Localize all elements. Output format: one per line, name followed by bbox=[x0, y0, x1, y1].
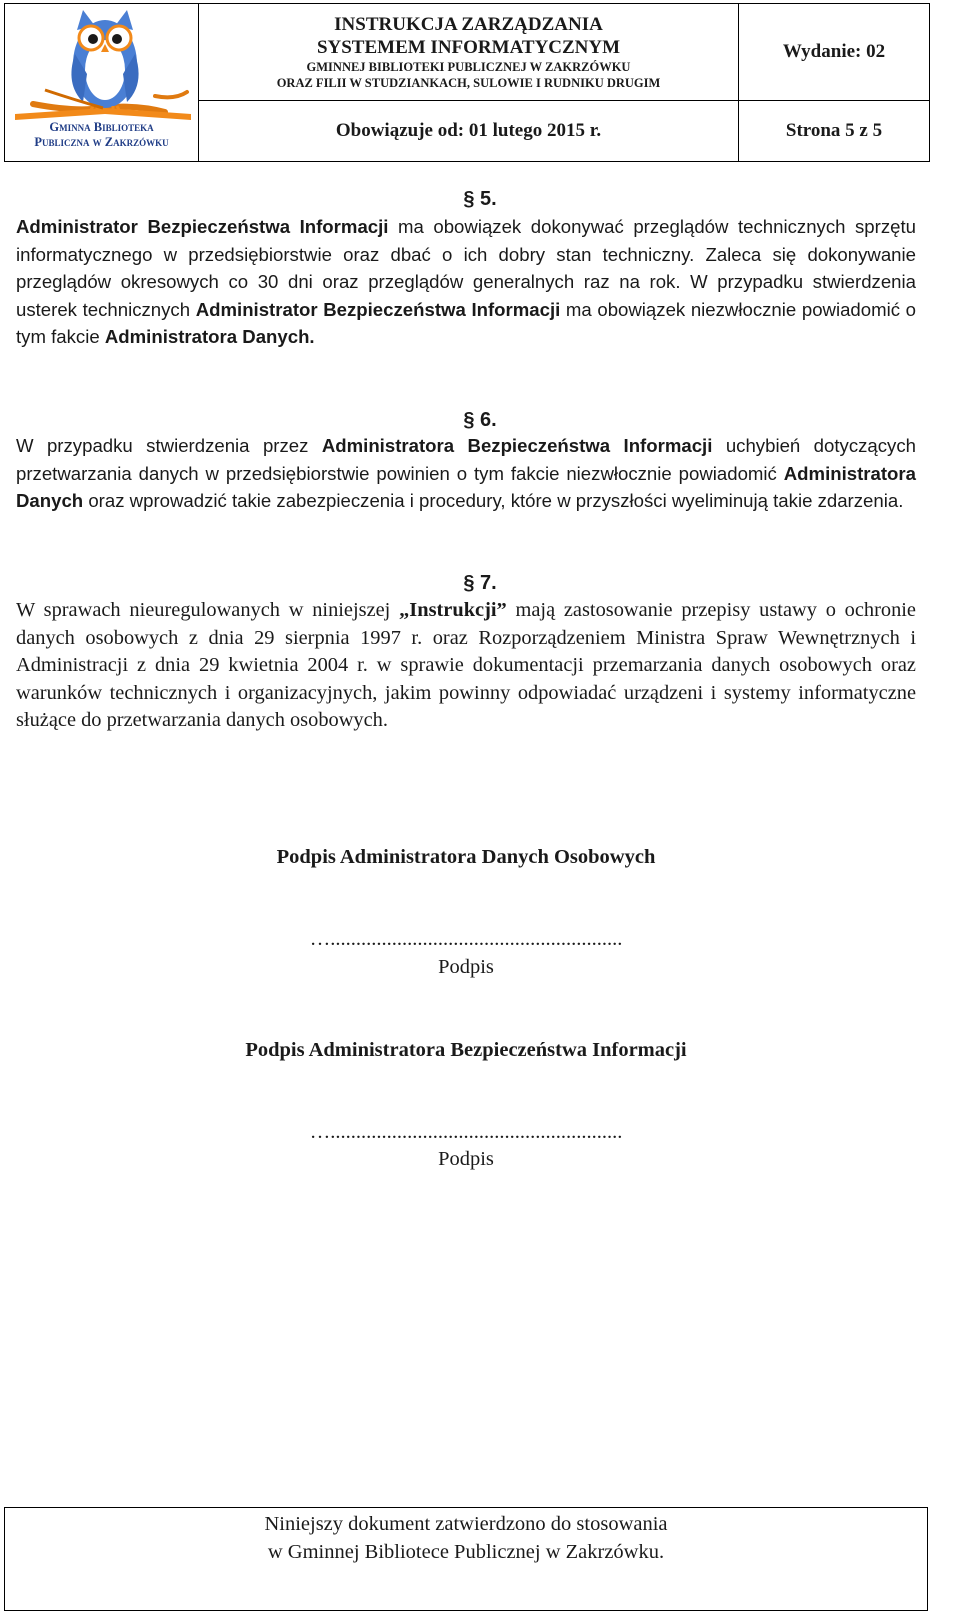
s6-bold-2: Administratora Bezpieczeństwa Informacji bbox=[321, 435, 713, 456]
section-7-paragraph bbox=[16, 597, 916, 735]
section-5-heading: § 5. bbox=[463, 188, 497, 210]
s7-text-1: W sprawach nieuregulowanych w niniejszej bbox=[16, 599, 400, 621]
logo-cell bbox=[5, 4, 199, 162]
page-number: Strona 5 z 5 bbox=[739, 101, 930, 162]
s6-bold-4: Administratora Danych bbox=[16, 462, 916, 511]
logo-line2: Publiczna w Zakrzówku bbox=[34, 135, 169, 149]
title-line2: SYSTEMEM INFORMATYCZNYM bbox=[316, 37, 621, 58]
footer-text bbox=[5, 1510, 927, 1566]
section-5-paragraph bbox=[16, 213, 916, 351]
footer-line1: Niniejszy dokument zatwierdzono do stosowania bbox=[264, 1513, 668, 1535]
s6-text-5: oraz wprowadzić takie zabezpieczenia i procedury, które w przyszłości wyeliminują takie zdarzenia. bbox=[83, 490, 904, 511]
s5-text-2: ma obowiązek dokonywać przeglądów technicznych sprzętu informatycznego w przedsiębiorstwie oraz dbać o ich dobry stan techniczny. Zaleca się dokonywanie przeglądów okresowych co 30 dni oraz przeglądów generalnych raz na rok. W przypadku stwierdzenia usterek technicznych bbox=[16, 216, 916, 320]
section-6-paragraph bbox=[16, 432, 916, 515]
footer-line2: w Gminnej Bibliotece Publicznej w Zakrzówku. bbox=[267, 1541, 665, 1563]
logo-line1: Gminna Biblioteka bbox=[49, 120, 154, 134]
title-line3: GMINNEJ BIBLIOTEKI PUBLICZNEJ W ZAKRZÓWKU bbox=[306, 60, 631, 74]
s5-bold-1: Administrator Bezpieczeństwa Informacji bbox=[16, 216, 389, 237]
signature-1-label: Podpis bbox=[438, 956, 494, 978]
edition-cell: Wydanie: 02 bbox=[739, 4, 930, 101]
s5-bold-5: Administratora Danych. bbox=[104, 326, 315, 347]
s5-bold-3: Administrator Bezpieczeństwa Informacji bbox=[195, 298, 561, 320]
signature-1-line: …......................................................... bbox=[309, 928, 623, 950]
s6-text-3: uchybień dotyczących przetwarzania danych w przedsiębiorstwie powinien o tym fakcie niezwłocznie powiadomić bbox=[16, 435, 916, 484]
effective-date: Obowiązuje od: 01 lutego 2015 r. bbox=[199, 101, 739, 162]
signature-2-title: Podpis Administratora Bezpieczeństwa Informacji bbox=[245, 1039, 687, 1061]
signature-1-title: Podpis Administratora Danych Osobowych bbox=[276, 846, 656, 868]
title-line4: ORAZ FILII W STUDZIANKACH, SULOWIE I RUDNIKU DRUGIM bbox=[276, 76, 661, 90]
s7-text-3: mają zastosowanie przepisy ustawy o ochronie danych osobowych z dnia 29 sierpnia 1997 r. oraz Rozporządzeniem Ministra Spraw Wewnętrznych i Administracji z dnia 29 kwietnia 2004 r. w sprawie dokumentacji przemarzania danych osobowych oraz warunków technicznych i organizacyjnych, jakim powinny odpowiadać urządzeni i systemy informatyczne służące do przetwarzania danych osobowych. bbox=[16, 599, 916, 731]
library-logo bbox=[5, 4, 198, 161]
section-7-heading: § 7. bbox=[463, 572, 497, 594]
title-line1: INSTRUKCJA ZARZĄDZANIA bbox=[334, 14, 603, 35]
s6-text-1: W przypadku stwierdzenia przez bbox=[16, 435, 322, 456]
document-title-cell bbox=[199, 4, 739, 101]
s7-bold-2: „Instrukcji” bbox=[399, 599, 507, 621]
s5-text-4: ma obowiązek niezwłocznie powiadomić o tym fakcie bbox=[16, 298, 916, 347]
document-footer bbox=[4, 1507, 928, 1611]
signature-2-label: Podpis bbox=[438, 1148, 494, 1170]
section-6-heading: § 6. bbox=[463, 409, 497, 431]
signature-2-line: …......................................................... bbox=[309, 1121, 623, 1143]
document-header bbox=[4, 3, 930, 162]
